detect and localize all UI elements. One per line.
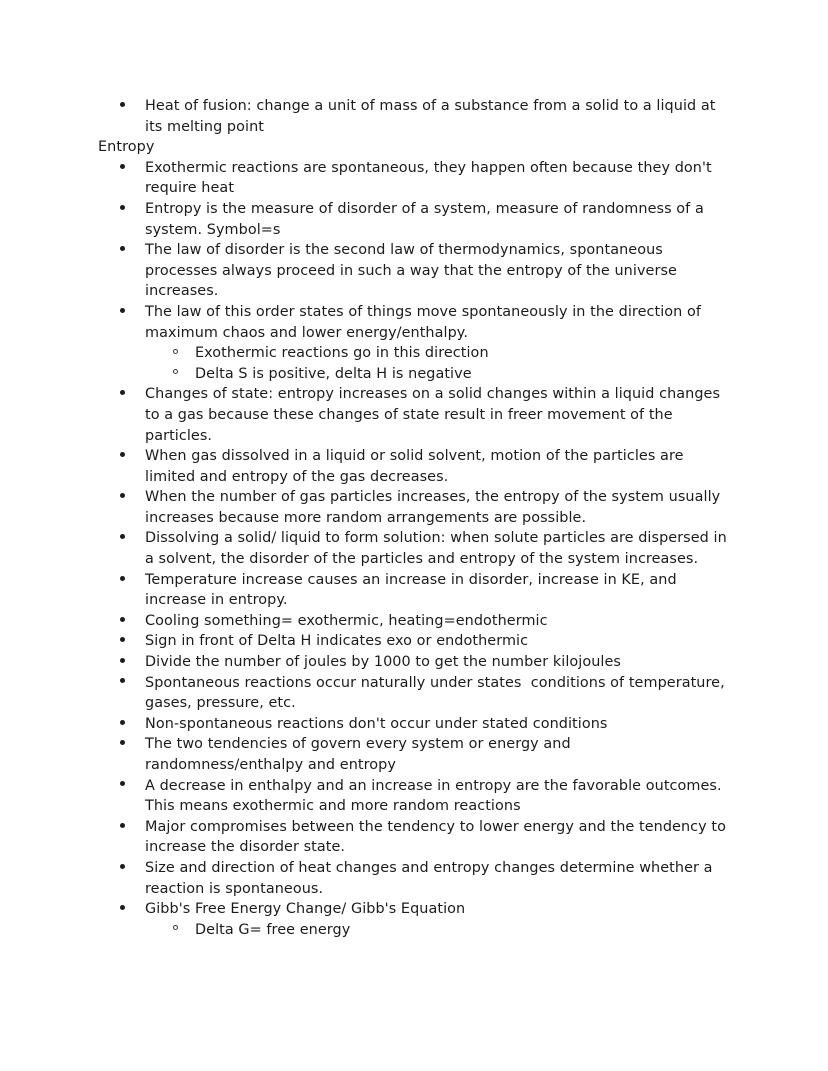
filled-bullet-icon: [120, 528, 132, 549]
bullet-text: Cooling something= exothermic, heating=endothermic: [145, 612, 548, 629]
bullet-item: [0, 631, 828, 652]
bullet-item: [0, 611, 828, 632]
hollow-bullet-icon: [173, 364, 185, 385]
bullet-dot-glyph: [120, 823, 125, 828]
bullet-item: [0, 734, 828, 775]
filled-bullet-icon: [120, 158, 132, 179]
filled-bullet-icon: [120, 673, 132, 694]
filled-bullet-icon: [120, 570, 132, 591]
bullet-dot-glyph: [120, 534, 125, 539]
notes-content: [0, 96, 828, 940]
bullet-dot-glyph: [120, 308, 125, 313]
filled-bullet-icon: [120, 302, 132, 323]
sub-bullet-item: [0, 920, 828, 941]
bullet-text: Size and direction of heat changes and entropy changes determine whether a reaction is spontaneous.: [145, 859, 718, 897]
bullet-dot-glyph: [120, 905, 125, 910]
filled-bullet-icon: [120, 734, 132, 755]
bullet-dot-glyph: [120, 390, 125, 395]
bullet-dot-glyph: [120, 658, 125, 663]
bullet-item: [0, 776, 828, 817]
bullet-text: Changes of state: entropy increases on a solid changes within a liquid changes to a gas because these changes of state result in freer movement of the particles.: [145, 386, 725, 444]
bullet-item: [0, 302, 828, 343]
filled-bullet-icon: [120, 199, 132, 220]
bullet-text: Delta S is positive, delta H is negative: [195, 365, 472, 382]
bullet-dot-glyph: [120, 617, 125, 622]
sub-bullet-item: [0, 364, 828, 385]
filled-bullet-icon: [120, 611, 132, 632]
bullet-text: Heat of fusion: change a unit of mass of a substance from a solid to a liquid at its melting point: [145, 98, 721, 135]
section-heading: [0, 137, 828, 158]
bullet-dot-glyph: [120, 205, 125, 210]
bullet-item: [0, 384, 828, 446]
bullet-item: [0, 673, 828, 714]
bullet-text: Exothermic reactions are spontaneous, they happen often because they don't require heat: [145, 159, 717, 197]
bullet-text: A decrease in enthalpy and an increase in entropy are the favorable outcomes. This means exothermic and more random reactions: [145, 777, 727, 815]
bullet-item: [0, 899, 828, 920]
bullet-dot-glyph: [120, 164, 125, 169]
bullet-text: Divide the number of joules by 1000 to get the number kilojoules: [145, 654, 621, 671]
bullet-text: When the number of gas particles increases, the entropy of the system usually increases because more random arrangements are possible.: [145, 489, 725, 526]
bullet-text: Sign in front of Delta H indicates exo or endothermic: [145, 633, 529, 650]
bullet-item: [0, 96, 828, 137]
bullet-dot-glyph: [120, 740, 125, 745]
bullet-text: Delta G= free energy: [195, 921, 351, 938]
filled-bullet-icon: [120, 240, 132, 261]
sub-bullet-item: [0, 343, 828, 364]
filled-bullet-icon: [120, 487, 132, 508]
bullet-item: [0, 817, 828, 858]
bullet-item: [0, 240, 828, 302]
filled-bullet-icon: [120, 652, 132, 673]
heading-text: Entropy: [98, 139, 155, 156]
bullet-text: The law of disorder is the second law of thermodynamics, spontaneous processes always proceed in such a way that the entropy of the universe increases.: [145, 242, 682, 300]
bullet-item: [0, 858, 828, 899]
bullet-dot-glyph: [120, 720, 125, 725]
filled-bullet-icon: [120, 446, 132, 467]
bullet-item: [0, 528, 828, 569]
filled-bullet-icon: [120, 384, 132, 405]
bullet-item: [0, 714, 828, 735]
bullet-item: [0, 158, 828, 199]
bullet-dot-glyph: [120, 576, 125, 581]
bullet-text: Spontaneous reactions occur naturally under states conditions of temperature, gases, pressure, etc.: [145, 674, 730, 712]
filled-bullet-icon: [120, 899, 132, 920]
bullet-item: [0, 570, 828, 611]
filled-bullet-icon: [120, 96, 132, 117]
filled-bullet-icon: [120, 776, 132, 797]
bullet-text: Dissolving a solid/ liquid to form solution: when solute particles are dispersed in a solvent, the disorder of the particles and entropy of the system increases.: [145, 530, 732, 568]
bullet-text: Entropy is the measure of disorder of a system, measure of randomness of a system. Symbol=s: [145, 200, 709, 238]
bullet-dot-glyph: [120, 864, 125, 869]
filled-bullet-icon: [120, 631, 132, 652]
bullet-text: Temperature increase causes an increase in disorder, increase in KE, and increase in entropy.: [145, 571, 682, 609]
hollow-bullet-icon: [173, 920, 185, 941]
bullet-text: Non-spontaneous reactions don't occur under stated conditions: [145, 715, 608, 732]
bullet-item: [0, 446, 828, 487]
hollow-bullet-icon: [173, 343, 185, 364]
bullet-item: [0, 487, 828, 528]
bullet-dot-glyph: [120, 452, 125, 457]
bullet-dot-glyph: [120, 781, 125, 786]
bullet-dot-glyph: [120, 637, 125, 642]
bullet-dot-glyph: [120, 102, 125, 107]
filled-bullet-icon: [120, 858, 132, 879]
filled-bullet-icon: [120, 714, 132, 735]
bullet-ring-glyph: [173, 925, 178, 930]
bullet-text: Exothermic reactions go in this direction: [195, 345, 489, 362]
bullet-item: [0, 199, 828, 240]
bullet-ring-glyph: [173, 369, 178, 374]
bullet-text: Gibb's Free Energy Change/ Gibb's Equation: [145, 901, 466, 918]
bullet-ring-glyph: [173, 349, 178, 354]
bullet-dot-glyph: [120, 678, 125, 683]
bullet-text: When gas dissolved in a liquid or solid solvent, motion of the particles are limited and entropy of the gas decreases.: [145, 448, 689, 485]
bullet-dot-glyph: [120, 246, 125, 251]
bullet-text: Major compromises between the tendency to lower energy and the tendency to increase the disorder state.: [145, 818, 731, 856]
filled-bullet-icon: [120, 817, 132, 838]
bullet-item: [0, 652, 828, 673]
bullet-dot-glyph: [120, 493, 125, 498]
bullet-text: The two tendencies of govern every system or energy and randomness/enthalpy and entropy: [145, 736, 576, 773]
bullet-text: The law of this order states of things move spontaneously in the direction of maximum chaos and lower energy/enthalpy.: [145, 303, 706, 341]
